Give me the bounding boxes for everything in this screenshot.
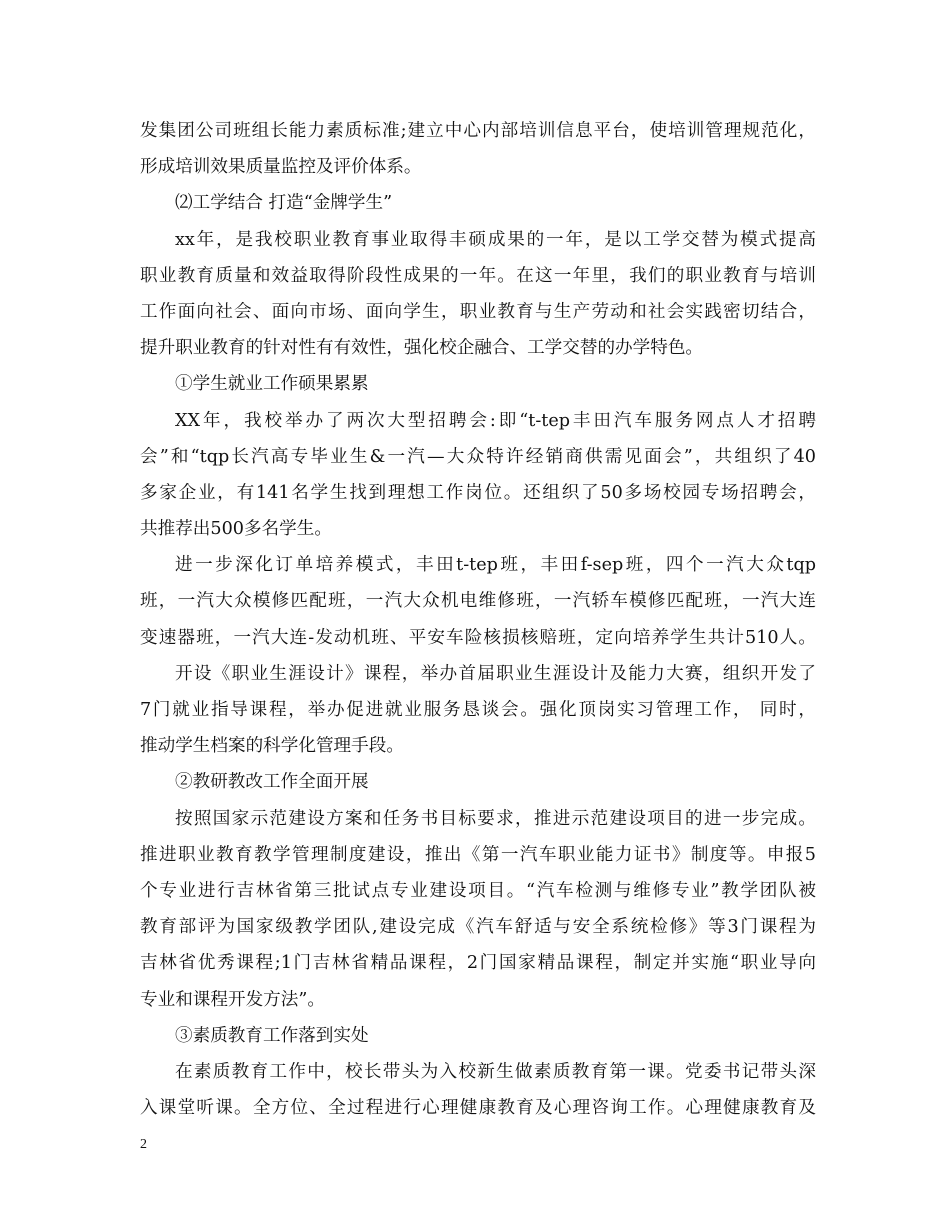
text-line: 按照国家示范建设方案和任务书目标要求，推进示范建设项目的进一步完成。: [175, 808, 816, 829]
text-line: 班，一汽大众模修匹配班，一汽大众机电维修班，一汽轿车模修匹配班，一汽大连: [140, 591, 816, 612]
text-line: 发集团公司班组长能力素质标准;建立中心内部培训信息平台，使培训管理规范化，: [140, 121, 816, 141]
text-line: 多家企业，有141名学生找到理想工作岗位。还组织了50多场校园专场招聘会，: [140, 482, 816, 503]
text-line: ①学生就业工作硕果累累: [175, 374, 369, 395]
text-line: 个专业进行吉林省第三批试点专业建设项目。“汽车检测与维修专业”教学团队被: [140, 880, 816, 901]
text-line: 开设《职业生涯设计》课程，举办首届职业生涯设计及能力大赛，组织开发了: [175, 663, 816, 684]
text-line: 教育部评为国家级教学团队,建设完成《汽车舒适与安全系统检修》等3门课程为: [140, 917, 816, 938]
text-line: 进一步深化订单培养模式，丰田t-tep班，丰田f-sep班，四个一汽大众tqp: [175, 555, 816, 576]
text-line: 职业教育质量和效益取得阶段性成果的一年。在这一年里，我们的职业教育与培训: [140, 265, 816, 286]
text-line: 提升职业教育的针对性有有效性，强化校企融合、工学交替的办学特色。: [140, 338, 704, 359]
text-line: 专业和课程开发方法”。: [140, 989, 325, 1010]
text-line: 推动学生档案的科学化管理手段。: [140, 736, 404, 757]
text-line: 吉林省优秀课程;1门吉林省精品课程，2门国家精品课程，制定并实施“职业导向: [140, 953, 816, 974]
text-line: ③素质教育工作落到实处: [175, 1025, 369, 1046]
text-line: 入课堂听课。全方位、全过程进行心理健康教育及心理咨询工作。心理健康教育及: [140, 1098, 816, 1119]
text-line: ②教研教改工作全面开展: [175, 772, 369, 793]
text-line: 工作面向社会、面向市场、面向学生，职业教育与生产劳动和社会实践密切结合，: [140, 301, 816, 322]
document-body: [140, 113, 816, 1126]
text-line: 变速器班，一汽大连-发动机班、平安车险核损核赔班，定向培养学生共计510人。: [140, 627, 816, 648]
text-line: 共推荐出500多名学生。: [140, 519, 332, 540]
page-number: 2: [140, 1137, 147, 1152]
text-line: 会”和“tqp长汽高专毕业生&一汽—大众特许经销商供需见面会”，共组织了40: [140, 446, 816, 467]
text-line: ⑵工学结合 打造“金牌学生”: [175, 193, 393, 214]
text-line: XX年，我校举办了两次大型招聘会:即“t-tep丰田汽车服务网点人才招聘: [175, 410, 816, 431]
text-line: 形成培训效果质量监控及评价体系。: [140, 157, 422, 178]
text-line: 推进职业教育教学管理制度建设，推出《第一汽车职业能力证书》制度等。申报5: [140, 844, 816, 865]
text-line: 在素质教育工作中，校长带头为入校新生做素质教育第一课。党委书记带头深: [175, 1061, 816, 1082]
text-line: 7门就业指导课程，举办促进就业服务恳谈会。强化顶岗实习管理工作， 同时，: [140, 700, 816, 720]
text-line: xx年，是我校职业教育事业取得丰硕成果的一年，是以工学交替为模式提高: [175, 229, 816, 250]
